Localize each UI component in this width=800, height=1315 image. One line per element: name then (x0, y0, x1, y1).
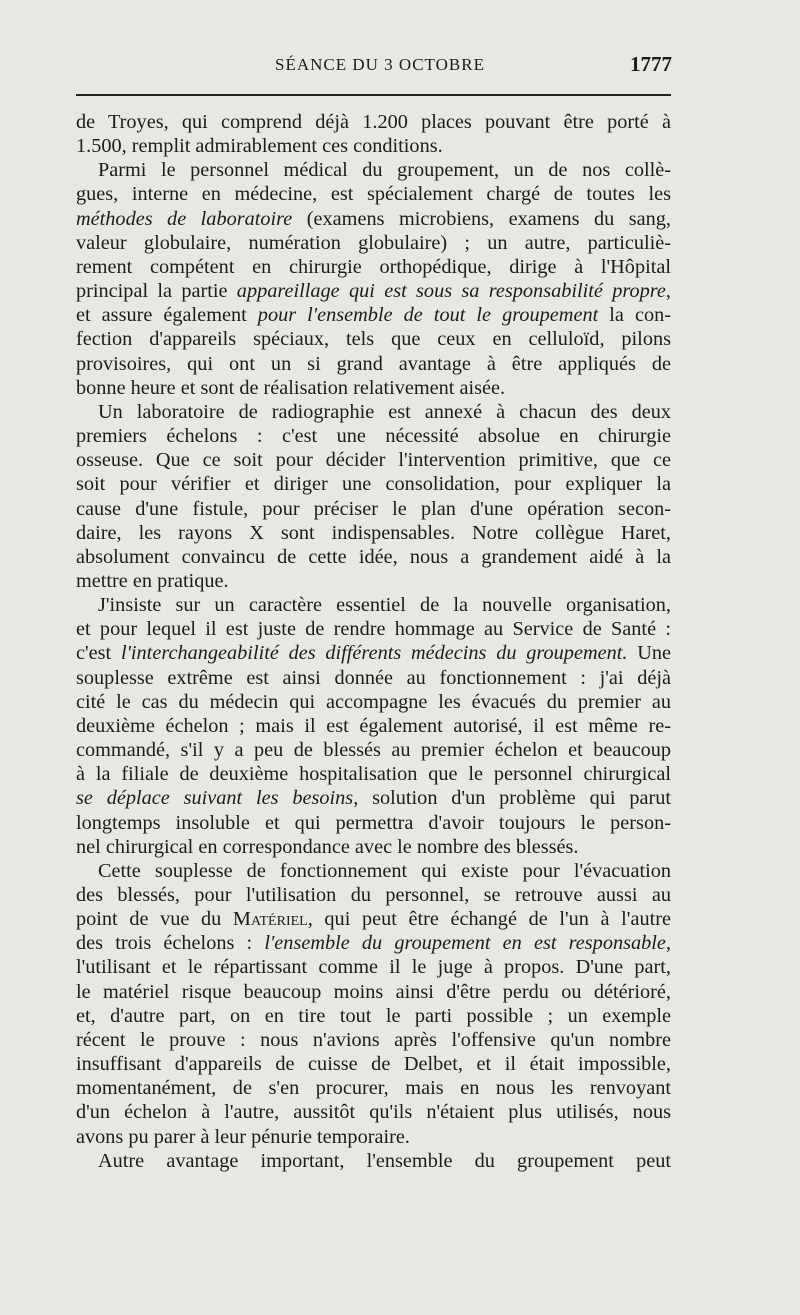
running-title: SÉANCE DU 3 OCTOBRE (275, 55, 485, 74)
text-line (76, 424, 671, 448)
line-text: 1.500, remplit admirablement ces conditions. (76, 135, 443, 158)
text-line (76, 666, 671, 690)
text-line (76, 835, 671, 859)
text-line (76, 931, 671, 955)
text-line (76, 1149, 671, 1173)
italic-text: l'ensemble du groupement en est responsable (264, 932, 666, 955)
text-line (76, 472, 671, 496)
text-line (76, 279, 671, 303)
text-line (76, 762, 671, 786)
body-text (76, 110, 671, 1173)
text-line (76, 1125, 671, 1149)
text-line (76, 448, 671, 472)
text-line (76, 811, 671, 835)
text-line (76, 907, 671, 931)
italic-text: se déplace suivant les besoins (76, 787, 354, 810)
line-text: (examens microbiens, examens du sang, (292, 207, 671, 230)
line-text: souplesse extrême est ainsi donnée au fonctionnement : j'ai déjà (76, 666, 671, 689)
text-line (76, 593, 671, 617)
text-line (76, 786, 671, 810)
text-line (76, 231, 671, 255)
text-line (76, 134, 671, 158)
line-text: et pour lequel il est juste de rendre hommage au Service de Santé : (76, 618, 671, 641)
line-text: principal la partie (76, 280, 237, 303)
line-text: avons pu parer à leur pénurie temporaire. (76, 1125, 410, 1148)
line-text: , (665, 932, 671, 955)
text-line (76, 545, 671, 569)
line-text: osseuse. Que ce soit pour décider l'intervention primitive, que ce (76, 449, 671, 472)
text-line (76, 1100, 671, 1124)
line-text: soit pour vérifier et diriger une consolidation, pour expliquer la (76, 473, 671, 496)
line-text: , solution d'un problème qui parut (353, 787, 671, 810)
text-line (76, 883, 671, 907)
small-caps-text: Matériel (232, 908, 308, 931)
line-text: l'utilisant et le répartissant comme il le juge à propos. D'une part, (76, 956, 671, 979)
text-line (76, 327, 671, 351)
text-line (76, 690, 671, 714)
line-text: valeur globulaire, numération globulaire) ; un autre, particuliè- (76, 231, 671, 254)
line-text: récent le prouve : nous n'avions après l'offensive qu'un nombre (76, 1028, 671, 1051)
text-line (76, 714, 671, 738)
text-line (76, 955, 671, 979)
text-line (76, 497, 671, 521)
page-number: 1777 (630, 52, 672, 76)
line-text: longtemps insoluble et qui permettra d'avoir toujours le person- (76, 811, 671, 834)
line-text: point de vue du (76, 908, 233, 931)
line-text: d'un échelon à l'autre, aussitôt qu'ils n'étaient plus utilisés, nous (76, 1101, 671, 1124)
line-text: deuxième échelon ; mais il est également autorisé, il est même re- (76, 714, 671, 737)
text-line (76, 376, 671, 400)
text-line (76, 1052, 671, 1076)
text-line (76, 738, 671, 762)
line-text: c'est (76, 642, 121, 665)
italic-text: pour l'ensemble de tout le groupement (257, 304, 599, 327)
line-text: J'insiste sur un caractère essentiel de la nouvelle organisation, (98, 594, 671, 617)
line-text: , qui peut être échangé de l'un à l'autre (307, 908, 671, 931)
line-text: rement compétent en chirurgie orthopédique, dirige à l'Hôpital (76, 255, 671, 278)
italic-text: appareillage qui est sous sa responsabilité propre (236, 280, 666, 303)
text-line (76, 352, 671, 376)
line-text: Cette souplesse de fonctionnement qui existe pour l'évacuation (98, 859, 671, 882)
line-text: la con- (598, 304, 671, 327)
page-header (0, 0, 800, 100)
line-text: gues, interne en médecine, est spécialement chargé de toutes les (76, 183, 671, 206)
line-text: des trois échelons : (76, 932, 265, 955)
line-text: fection d'appareils spéciaux, tels que ceux en celluloïd, pilons (76, 328, 671, 351)
line-text: et assure également (76, 304, 258, 327)
line-text: commandé, s'il y a peu de blessés au premier échelon et beaucoup (76, 739, 671, 762)
text-line (76, 1076, 671, 1100)
line-text: insuffisant d'appareils de cuisse de Delbet, et il était impossible, (76, 1053, 671, 1076)
line-text: à la filiale de deuxième hospitalisation que le personnel chirurgical (76, 763, 671, 786)
text-line (76, 569, 671, 593)
text-line (76, 617, 671, 641)
line-text: bonne heure et sont de réalisation relativement aisée. (76, 376, 506, 399)
text-line (76, 182, 671, 206)
text-line (76, 1004, 671, 1028)
line-text: mettre en pratique. (76, 569, 229, 592)
line-text: Autre avantage important, l'ensemble du groupement peut (98, 1149, 671, 1172)
text-line (76, 641, 671, 665)
text-line (76, 859, 671, 883)
line-text: Parmi le personnel médical du groupement, un de nos collè- (98, 159, 671, 182)
line-text: , (665, 280, 671, 303)
line-text: de Troyes, qui comprend déjà 1.200 places pouvant être porté à (76, 111, 671, 133)
line-text: nel chirurgical en correspondance avec le nombre des blessés. (76, 835, 579, 858)
line-text: des blessés, pour l'utilisation du personnel, se retrouve aussi au (76, 884, 671, 906)
text-line (76, 1028, 671, 1052)
line-text: momentanément, de s'en procurer, mais en nous les renvoyant (76, 1077, 671, 1100)
line-text: cause d'une fistule, pour préciser le plan d'une opération secon- (76, 497, 671, 520)
italic-text: méthodes de laboratoire (76, 207, 293, 230)
line-text: Une (627, 642, 671, 665)
line-text: le matériel risque beaucoup moins ainsi d'être perdu ou détérioré, (76, 980, 671, 1003)
text-line (76, 980, 671, 1004)
text-line (76, 521, 671, 545)
text-line (76, 207, 671, 231)
header-rule (76, 94, 671, 96)
line-text: absolument convaincu de cette idée, nous a grandement aidé à la (76, 545, 671, 568)
line-text: premiers échelons : c'est une nécessité absolue en chirurgie (76, 425, 671, 448)
line-text: Un laboratoire de radiographie est annexé à chacun des deux (98, 400, 671, 423)
text-line (76, 110, 671, 134)
line-text: cité le cas du médecin qui accompagne les évacués du premier au (76, 690, 671, 713)
italic-text: l'interchangeabilité des différents médecins du groupement. (120, 642, 628, 665)
text-line (76, 158, 671, 182)
text-line (76, 255, 671, 279)
line-text: et, d'autre part, on en tire tout le parti possible ; un exemple (76, 1004, 671, 1027)
line-text: daire, les rayons X sont indispensables. Notre collègue Haret, (76, 521, 671, 544)
text-line (76, 400, 671, 424)
line-text: provisoires, qui ont un si grand avantage à être appliqués de (76, 352, 671, 375)
text-line (76, 303, 671, 327)
